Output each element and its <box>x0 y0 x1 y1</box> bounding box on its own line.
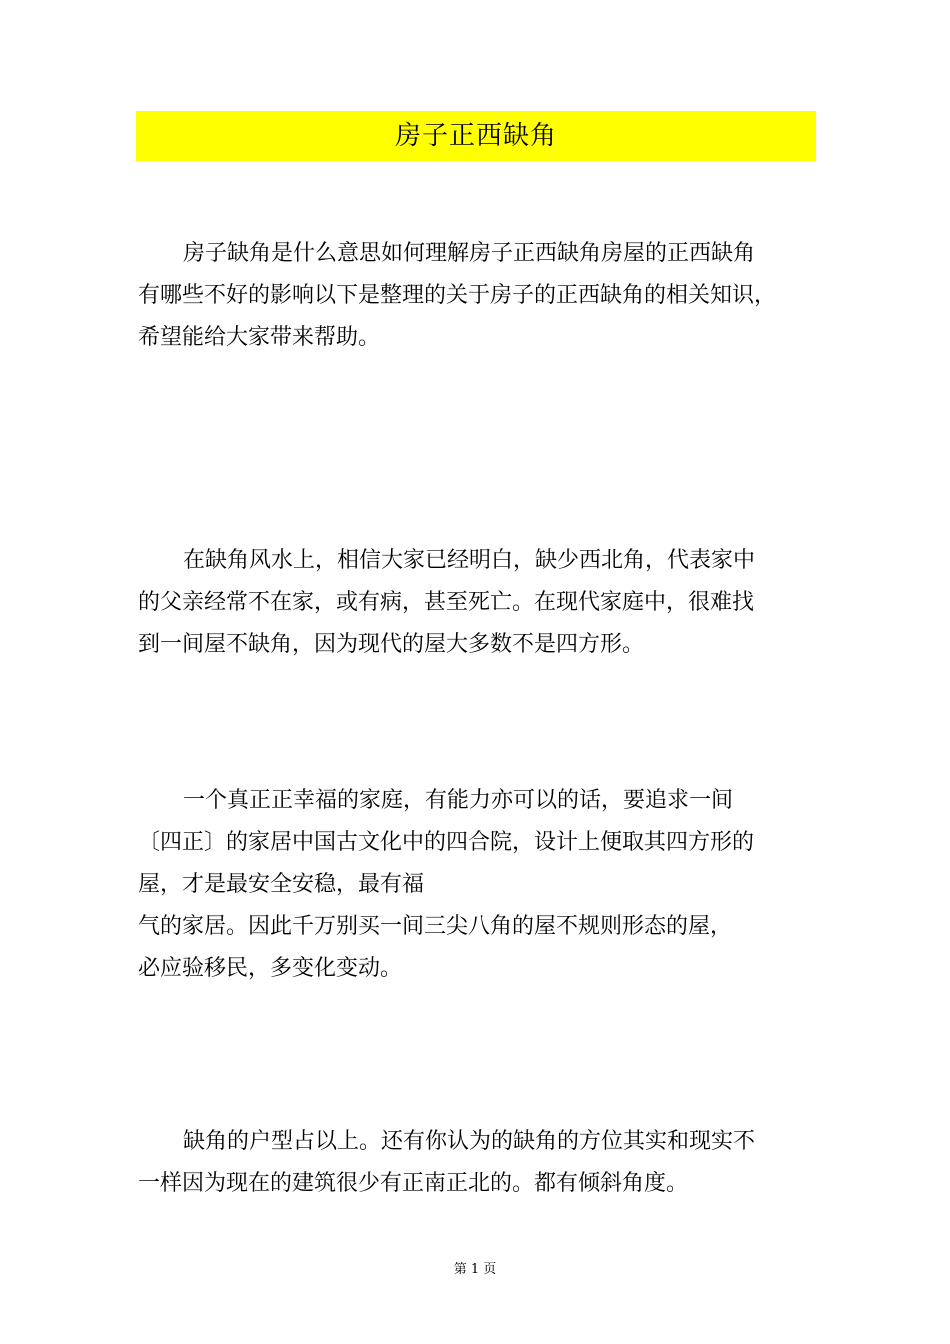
paragraph-line: 气的家居。因此千万别买一间三尖八角的屋不规则形态的屋， <box>138 914 733 939</box>
page-number: 第 1 页 <box>453 1262 497 1277</box>
paragraph-line: 的父亲经常不在家，或有病，甚至死亡。在现代家庭中，很难找 <box>138 590 755 615</box>
document-title: 房子正西缺角 <box>394 121 557 151</box>
paragraph-line: 一样因为现在的建筑很少有正南正北的。都有倾斜角度。 <box>138 1171 689 1196</box>
paragraph-line: 一个真正正幸福的家庭，有能力亦可以的话，要追求一间 <box>183 788 734 813</box>
paragraph-line: 屋，才是最安全安稳，最有福 <box>138 872 425 897</box>
paragraph-line: 有哪些不好的影响以下是整理的关于房子的正西缺角的相关知识， <box>138 283 777 308</box>
paragraph-4 <box>138 1121 818 1205</box>
paragraph-line: 到一间屋不缺角，因为现代的屋大多数不是四方形。 <box>138 632 645 657</box>
paragraph-line: 在缺角风水上，相信大家已经明白，缺少西北角，代表家中 <box>183 548 756 573</box>
paragraph-1 <box>138 233 818 359</box>
paragraph-2 <box>138 540 818 666</box>
paragraph-3 <box>138 780 818 990</box>
paragraph-line: 房子缺角是什么意思如何理解房子正西缺角房屋的正西缺角 <box>183 241 756 266</box>
title-banner <box>136 111 816 161</box>
paragraph-line: 必应验移民，多变化变动。 <box>138 956 403 981</box>
paragraph-line: 希望能给大家带来帮助。 <box>138 325 381 350</box>
paragraph-line: 缺角的户型占以上。还有你认为的缺角的方位其实和现实不 <box>183 1129 756 1154</box>
paragraph-line: 〔四正〕的家居中国古文化中的四合院，设计上便取其四方形的 <box>138 830 755 855</box>
